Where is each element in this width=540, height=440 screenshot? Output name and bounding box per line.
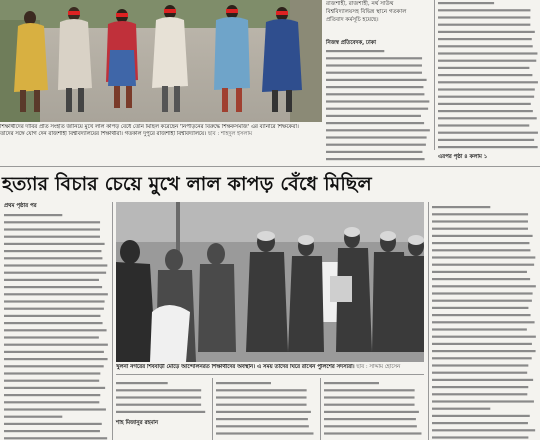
greeked-text-line — [438, 96, 534, 98]
greeked-text-line — [326, 129, 430, 131]
greeked-text-line — [438, 146, 538, 148]
greeked-text-line — [326, 50, 384, 52]
greeked-text-line — [4, 272, 106, 274]
mid-news-photo — [116, 202, 424, 362]
greeked-text-line — [438, 2, 494, 4]
greeked-text-line — [116, 404, 201, 406]
greeked-text-line — [216, 396, 307, 398]
greeked-text-line — [438, 38, 532, 40]
greeked-text-line — [4, 380, 99, 382]
greeked-text-line — [432, 343, 532, 345]
greeked-text-line — [432, 415, 530, 417]
greeked-text-line — [432, 307, 528, 309]
greeked-text-line — [432, 256, 535, 258]
greeked-text-line — [4, 243, 105, 245]
greeked-text-line — [432, 422, 528, 424]
left-column-text — [4, 212, 110, 440]
bottom-subhead: শাহ মিজানুর রহমান — [116, 420, 159, 426]
greeked-text-line — [432, 379, 533, 381]
greeked-text-line — [326, 57, 422, 59]
greeked-text-line — [324, 389, 415, 391]
greeked-text-line — [4, 365, 104, 367]
greeked-text-line — [4, 322, 103, 324]
greeked-text-line — [432, 249, 530, 251]
greeked-text-line — [438, 24, 530, 26]
greeked-text-line — [116, 382, 168, 384]
greeked-text-line — [432, 436, 528, 438]
right-column-text — [432, 204, 538, 440]
greeked-text-line — [438, 67, 529, 69]
greeked-text-line — [432, 321, 535, 323]
greeked-text-line — [438, 103, 531, 105]
greeked-text-line — [432, 292, 533, 294]
column-divider — [428, 202, 429, 440]
greeked-text-line — [432, 429, 535, 431]
greeked-text-line — [326, 108, 428, 110]
greeked-text-line — [4, 228, 100, 230]
text-line: প্রতিবাদ কর্মসূচি হয়েছে। — [326, 17, 379, 23]
top-news-photo — [0, 0, 322, 122]
greeked-text-line — [4, 344, 108, 346]
greeked-text-line — [216, 432, 313, 434]
greeked-text-line — [4, 279, 99, 281]
greeked-text-line — [216, 389, 307, 391]
headline-rule-top — [0, 166, 540, 167]
greeked-text-line — [326, 158, 425, 160]
caption-text: খুলনা নগরের শিববাড়ী মোড়ে আন্দোলনরত শিক্ষার্থীদের অবস্থান। এ সময় তাঁদের ঘিরে রাখেন পুলিশের সদস্যরা। — [116, 364, 355, 370]
greeked-text-line — [4, 430, 100, 432]
greeked-text-line — [4, 437, 107, 439]
greeked-text-line — [4, 336, 99, 338]
bottom-col-3-text — [324, 380, 424, 440]
greeked-text-line — [326, 64, 422, 66]
bottom-col-2-text — [216, 380, 316, 440]
left-column-byline: প্রথম পৃষ্ঠার পর — [4, 203, 37, 209]
greeked-text-line — [326, 144, 426, 146]
greeked-text-line — [438, 88, 535, 90]
greeked-text-line — [432, 213, 528, 215]
greeked-text-line — [326, 79, 427, 81]
greeked-text-line — [324, 411, 419, 413]
greeked-text-line — [438, 81, 538, 83]
greeked-text-line — [432, 228, 528, 230]
photo-credit: ছবি : সাদ্দাম হোসেন — [356, 364, 401, 370]
greeked-text-line — [116, 389, 201, 391]
continued-note: এরপর পৃষ্ঠা ৪ কলাম ১ — [438, 154, 488, 160]
greeked-text-line — [432, 364, 528, 366]
greeked-text-line — [438, 60, 536, 62]
greeked-text-line — [432, 328, 527, 330]
greeked-text-line — [432, 300, 532, 302]
column-divider — [112, 202, 113, 440]
greeked-text-line — [326, 115, 421, 117]
greeked-text-line — [432, 386, 528, 388]
greeked-text-line — [4, 286, 102, 288]
greeked-text-line — [438, 9, 530, 11]
greeked-text-line — [4, 257, 102, 259]
greeked-text-line — [432, 278, 530, 280]
greeked-text-line — [438, 52, 537, 54]
greeked-text-line — [326, 86, 423, 88]
greeked-text-line — [4, 293, 108, 295]
column-divider — [434, 0, 435, 150]
text-line: বিশ্ববিদ্যালয়সহ বিভিন্ন স্থানে গতকাল — [326, 9, 407, 15]
greeked-text-line — [216, 382, 271, 384]
greeked-text-line — [432, 285, 536, 287]
greeked-text-line — [432, 408, 490, 410]
caption-line-2: তাঁদের সঙ্গে যোগ দেন রাজশাহী বিশ্ববিদ্যালয়ের শিক্ষার্থীরা। গতকাল দুপুরে রাজশাহী বিশ্ববিদ্যালয়ে। — [0, 131, 207, 137]
photo-credit: ছবি : শহিদুল ইসলাম — [207, 131, 252, 137]
greeked-text-line — [432, 264, 534, 266]
greeked-text-line — [326, 136, 427, 138]
greeked-text-line — [4, 387, 105, 389]
text-line: রাজশাহী, রাজশাহী, নর্থ সাউথ — [326, 1, 394, 7]
greeked-text-line — [4, 221, 100, 223]
greeked-text-line — [4, 214, 62, 216]
greeked-text-line — [216, 425, 309, 427]
greeked-text-line — [432, 357, 532, 359]
greeked-text-line — [326, 151, 422, 153]
greeked-text-line — [326, 100, 429, 102]
greeked-text-line — [216, 411, 311, 413]
police-students-photo — [116, 202, 424, 362]
right-col-b-text-block — [438, 0, 540, 150]
column-divider — [212, 378, 213, 440]
greeked-text-line — [4, 423, 102, 425]
greeked-text-line — [4, 358, 108, 360]
greeked-text-line — [326, 93, 424, 95]
greeked-text-line — [4, 264, 107, 266]
greeked-text-line — [324, 425, 417, 427]
right-top-article — [326, 0, 540, 166]
greeked-text-line — [116, 411, 205, 413]
greeked-text-line — [4, 416, 62, 418]
greeked-text-line — [326, 122, 424, 124]
greeked-text-line — [216, 404, 307, 406]
greeked-text-line — [4, 372, 100, 374]
greeked-text-line — [438, 124, 529, 126]
greeked-text-line — [432, 242, 529, 244]
top-photo-caption — [0, 124, 322, 138]
right-col-a — [326, 0, 432, 24]
page-headline: হত্যার বিচার চেয়ে মুখে লাল কাপড় বেঁধে মিছিল — [2, 173, 372, 195]
greeked-text-line — [432, 350, 536, 352]
greeked-text-line — [4, 308, 104, 310]
greeked-text-line — [432, 314, 531, 316]
column-divider — [320, 378, 321, 440]
greeked-text-line — [438, 110, 533, 112]
greeked-text-line — [326, 72, 422, 74]
greeked-text-line — [432, 206, 490, 208]
right-col-a-text-block — [326, 48, 432, 166]
greeked-text-line — [438, 16, 530, 18]
protest-march-photo — [0, 0, 322, 122]
greeked-text-line — [432, 400, 534, 402]
greeked-text-line — [4, 329, 107, 331]
greeked-text-line — [438, 74, 532, 76]
greeked-text-line — [216, 418, 308, 420]
greeked-text-line — [438, 31, 535, 33]
greeked-text-line — [4, 236, 100, 238]
caption-line-1: শিক্ষার্থীদের দাবির প্রতি সংহতি জানিয়ে মুখে লাল কাপড় বেঁধে তৌন মিছিল করেছেন 'নিপীড়নের বিরুদ্ধে শিক্ষকসমাজ' এর ব্যানারে শিক্ষকেরা। — [0, 124, 299, 130]
greeked-text-line — [324, 396, 415, 398]
byline: নিজস্ব প্রতিবেদক, ঢাকা — [326, 40, 376, 46]
greeked-text-line — [4, 351, 104, 353]
greeked-text-line — [4, 250, 101, 252]
greeked-text-line — [432, 271, 527, 273]
bottom-rule — [116, 374, 424, 375]
greeked-text-line — [324, 418, 416, 420]
greeked-text-line — [432, 235, 533, 237]
greeked-text-line — [4, 300, 105, 302]
greeked-text-line — [438, 45, 533, 47]
greeked-text-line — [432, 393, 527, 395]
greeked-text-line — [4, 394, 100, 396]
mid-photo-caption — [116, 364, 424, 371]
greeked-text-line — [4, 408, 106, 410]
greeked-text-line — [4, 401, 99, 403]
greeked-text-line — [432, 372, 527, 374]
bottom-col-1-text — [116, 380, 210, 440]
greeked-text-line — [438, 132, 538, 134]
greeked-text-line — [324, 432, 421, 434]
greeked-text-line — [324, 404, 415, 406]
greeked-text-line — [4, 315, 100, 317]
greeked-text-line — [438, 139, 534, 141]
greeked-text-line — [438, 117, 537, 119]
greeked-text-line — [116, 396, 201, 398]
greeked-text-line — [324, 382, 379, 384]
greeked-text-line — [432, 220, 528, 222]
greeked-text-line — [432, 336, 536, 338]
